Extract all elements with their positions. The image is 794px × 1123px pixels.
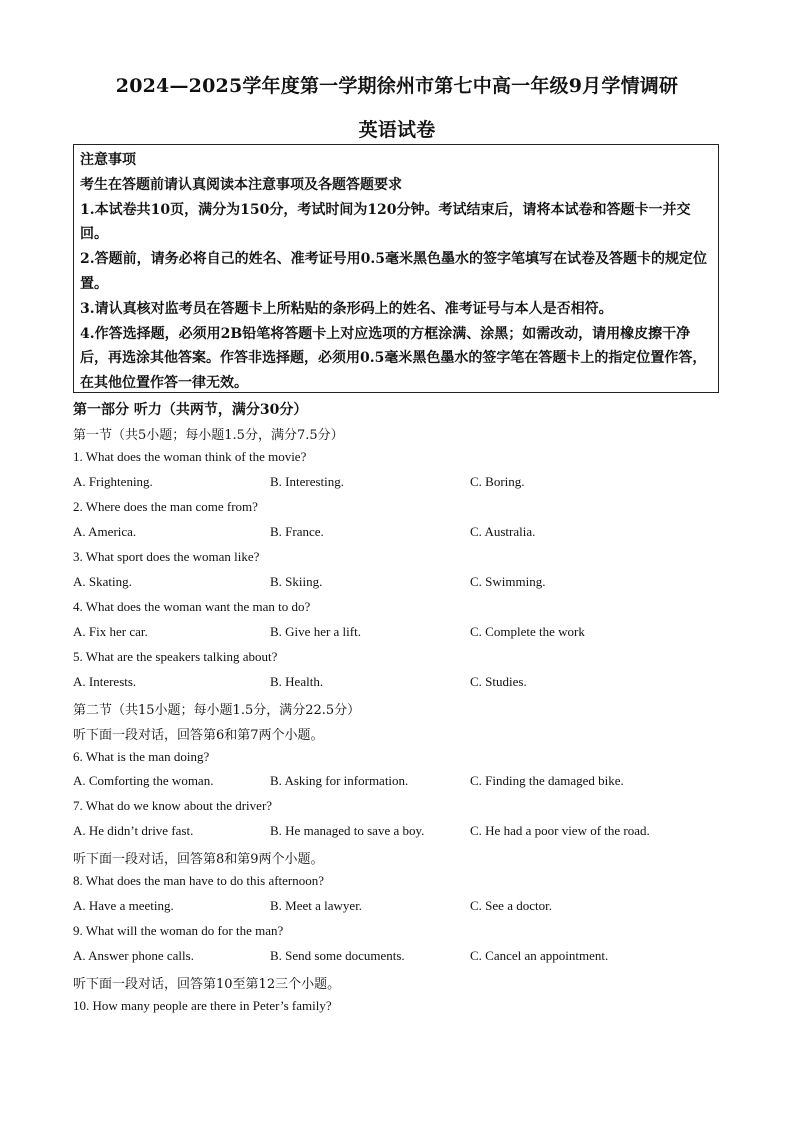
question-text: 1. What does the woman think of the movie? [73,449,307,464]
notice-item: 3.请认真核对监考员在答题卡上所粘贴的条形码上的姓名、准考证号与本人是否相符。 [80,300,613,317]
option-a: A. Answer phone calls. [73,948,194,963]
question-text: 3. What sport does the woman like? [73,549,260,564]
option-b: B. Meet a lawyer. [270,898,363,913]
option-b: B. France. [270,524,324,539]
question-text: 10. How many people are there in Peter’s family? [73,998,332,1013]
option-a: A. Fix her car. [73,624,148,639]
question-text: 9. What will the woman do for the man? [73,923,284,938]
question-text: 7. What do we know about the driver? [73,798,273,813]
option-b: B. Skiing. [270,574,323,589]
option-c: C. See a doctor. [470,898,552,913]
option-c: C. Australia. [470,524,536,539]
option-c: C. Complete the work [470,624,585,639]
option-b: B. Interesting. [270,474,345,489]
option-b: B. Health. [270,674,324,689]
notice-heading: 注意事项 [80,152,136,168]
section2-title: 第二节（共15小题；每小题1.5分，满分22.5分） [73,703,361,718]
option-c: C. Studies. [470,674,527,689]
dialog-instruction: 听下面一段对话，回答第10至第12三个小题。 [73,977,341,992]
question-text: 8. What does the man have to do this afternoon? [73,873,325,888]
dialog-instruction: 听下面一段对话，回答第8和第9两个小题。 [73,852,324,867]
exam-title: 2024—2025学年度第一学期徐州市第七中高一年级9月学情调研 [115,75,679,97]
option-c: C. He had a poor view of the road. [470,823,650,838]
notice-subheading: 考生在答题前请认真阅读本注意事项及各题答题要求 [80,176,402,193]
option-c: C. Swimming. [470,574,546,589]
question-text: 5. What are the speakers talking about? [73,649,278,664]
question-text: 6. What is the man doing? [73,749,210,764]
question-text: 4. What does the woman want the man to do? [73,599,311,614]
option-b: B. He managed to save a boy. [270,823,425,838]
option-b: B. Asking for information. [270,773,409,788]
part1-title: 第一部分 听力（共两节，满分30分） [73,402,308,418]
option-c: C. Finding the damaged bike. [470,773,624,788]
option-c: C. Cancel an appointment. [470,948,609,963]
option-a: A. Interests. [73,674,137,689]
option-c: C. Boring. [470,474,525,489]
option-b: B. Give her a lift. [270,624,361,639]
section1-title: 第一节（共5小题；每小题1.5分，满分7.5分） [73,428,344,443]
option-a: A. Skating. [73,574,132,589]
notice-item: 2.答题前，请务必将自己的姓名、准考证号用0.5毫米黑色墨水的签字笔填写在试卷及答题卡的规定位置。 [80,251,707,292]
exam-subject: 英语试卷 [358,119,436,141]
option-a: A. Frightening. [73,474,153,489]
option-b: B. Send some documents. [270,948,405,963]
notice-item: 1.本试卷共10页，满分为150分，考试时间为120分钟。考试结束后，请将本试卷和答题卡一并交回。 [80,201,691,243]
notice-box [73,144,719,393]
dialog-instruction: 听下面一段对话，回答第6和第7两个小题。 [73,728,324,743]
option-a: A. America. [73,524,137,539]
option-a: A. Have a meeting. [73,898,174,913]
option-a: A. Comforting the woman. [73,773,214,788]
option-a: A. He didn’t drive fast. [73,823,194,838]
question-text: 2. Where does the man come from? [73,499,258,514]
notice-item: 4.作答选择题，必须用2B铅笔将答题卡上对应选项的方框涂满、涂黑；如需改动，请用橡皮擦干净后，再选涂其他答案。作答非选择题，必须用0.5毫米黑色墨水的签字笔在答题卡上的指定位置作答，在其他位置作答一律无效。 [80,325,707,392]
